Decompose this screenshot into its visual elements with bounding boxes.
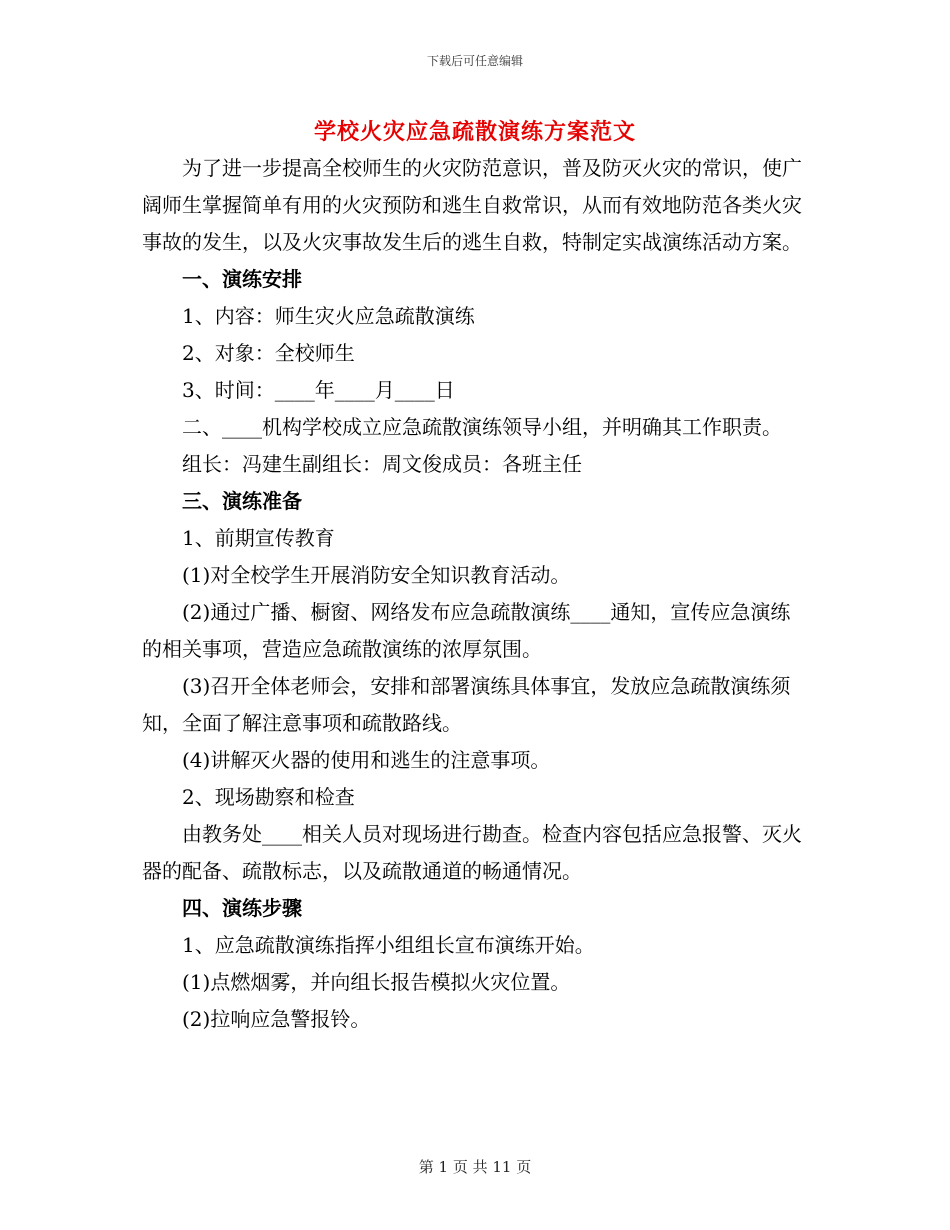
list-item: 3、时间：____年____月____日: [182, 378, 455, 402]
document-body: [142, 150, 808, 1038]
section-organization-paragraph: 二、____机构学校成立应急疏散演练领导小组，并明确其工作职责。: [182, 415, 782, 439]
list-item: (1)对全校学生开展消防安全知识教育活动。: [182, 563, 571, 587]
list-item: (2)拉响应急警报铃。: [182, 1007, 371, 1031]
inspection-paragraph: 由教务处____相关人员对现场进行勘查。检查内容包括应急报警、灭火器的配备、疏散标志，以及疏散通道的畅通情况。: [142, 822, 802, 883]
section-heading-steps: 四、演练步骤: [182, 896, 302, 920]
intro-paragraph: 为了进一步提高全校师生的火灾防范意识，普及防灭火灾的常识，使广阔师生掌握简单有用的火灾预防和逃生自救常识，从而有效地防范各类火灾事故的发生，以及火灾事故发生后的逃生自救，特制定实战演练活动方案。: [142, 156, 802, 254]
list-item: (3)召开全体老师会，安排和部署演练具体事宜，发放应急疏散演练须知，全面了解注意事项和疏散路线。: [142, 674, 791, 735]
leadership-list: 组长：冯建生副组长：周文俊成员：各班主任: [182, 452, 582, 476]
list-item: (2)通过广播、橱窗、网络发布应急疏散演练____通知，宣传应急演练的相关事项，营造应急疏散演练的浓厚氛围。: [142, 600, 791, 661]
list-item: 1、前期宣传教育: [182, 526, 335, 550]
list-item: (1)点燃烟雾，并向组长报告模拟火灾位置。: [182, 970, 571, 994]
document-title: 学校火灾应急疏散演练方案范文: [313, 119, 636, 145]
section-heading-arrangement: 一、演练安排: [182, 267, 302, 291]
list-item: 1、内容：师生灾火应急疏散演练: [182, 304, 475, 328]
list-item: 2、现场勘察和检查: [182, 785, 355, 809]
section-heading-preparation: 三、演练准备: [182, 489, 302, 513]
list-item: 2、对象：全校师生: [182, 341, 355, 365]
page-footer-number: 第 1 页 共 11 页: [418, 1158, 532, 1176]
list-item: 1、应急疏散演练指挥小组组长宣布演练开始。: [182, 933, 595, 957]
list-item: (4)讲解灭火器的使用和逃生的注意事项。: [182, 748, 551, 772]
page-header-note: 下载后可任意编辑: [426, 54, 523, 68]
